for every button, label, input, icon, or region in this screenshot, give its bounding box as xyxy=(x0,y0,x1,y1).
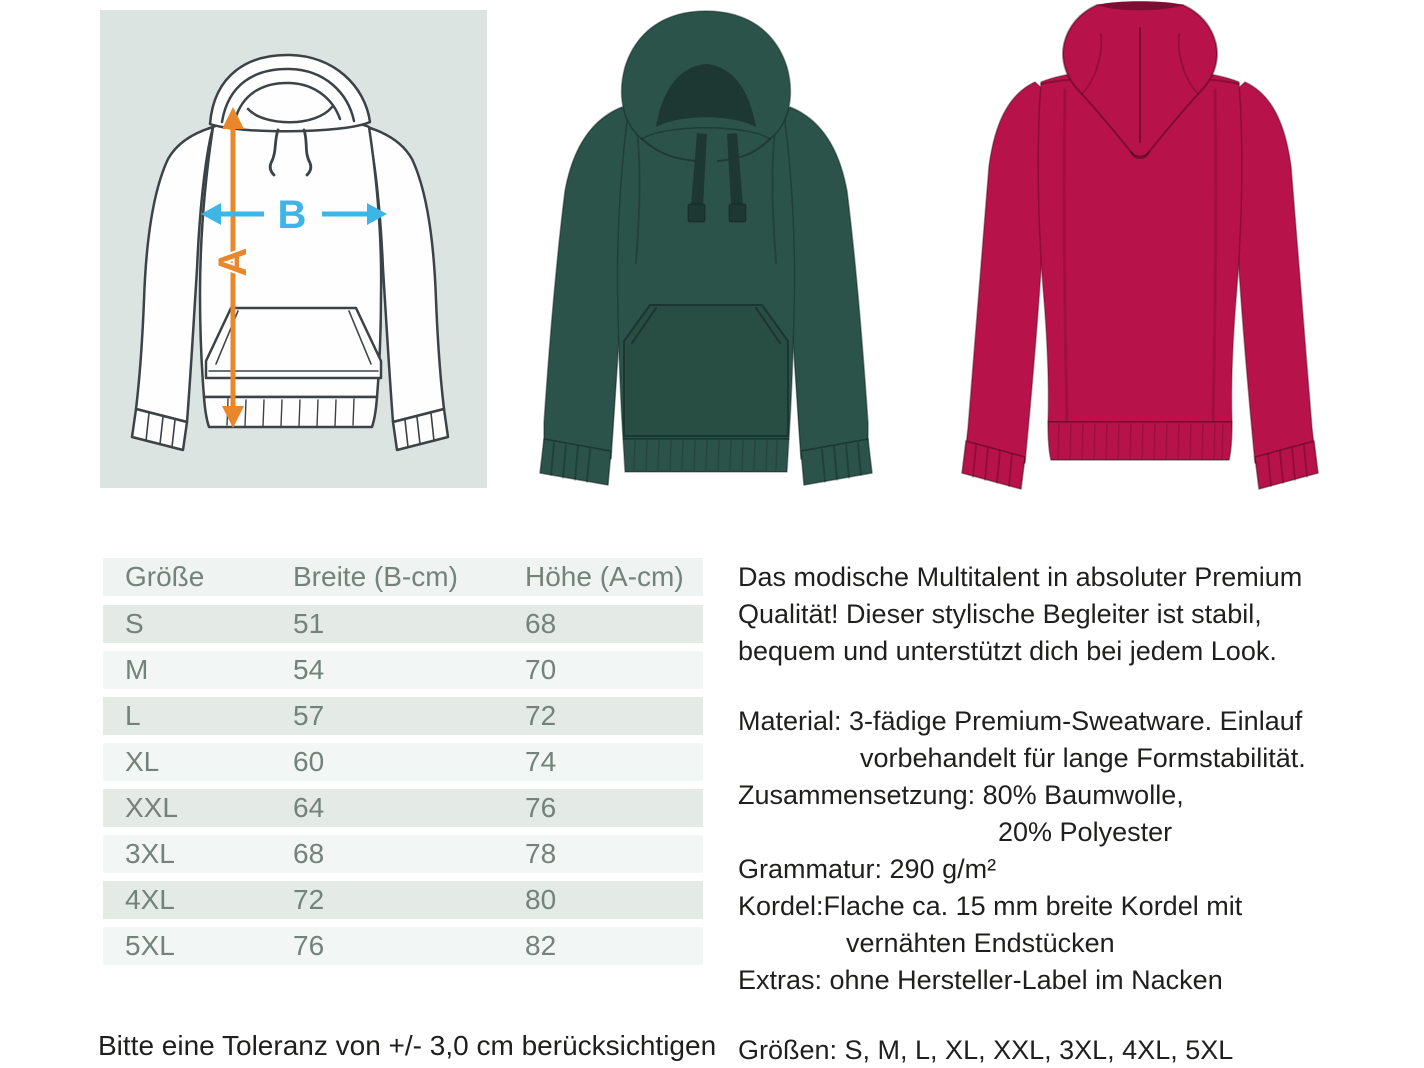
size-diagram-panel xyxy=(100,10,487,488)
height-cell: 76 xyxy=(525,792,557,823)
size-cell: 5XL xyxy=(125,930,175,961)
width-cell: 76 xyxy=(293,930,325,961)
description-line: Größen: S, M, L, XL, XXL, 3XL, 4XL, 5XL xyxy=(738,1035,1234,1065)
description-line: vernähten Endstücken xyxy=(846,928,1115,958)
size-cell: M xyxy=(125,654,149,685)
size-cell: 4XL xyxy=(125,884,175,915)
width-cell: 60 xyxy=(293,746,325,777)
description-line: Extras: ohne Hersteller-Label im Nacken xyxy=(738,965,1223,995)
size-row-5XL xyxy=(103,927,703,965)
description-line: Material: 3-fädige Premium-Sweatware. Einlauf xyxy=(738,706,1303,736)
size-cell: S xyxy=(125,608,144,639)
size-row-M xyxy=(103,651,703,689)
description-line: 20% Polyester xyxy=(998,817,1173,847)
tolerance-note: Bitte eine Toleranz von +/- 3,0 cm berücksichtigen xyxy=(98,1030,717,1061)
size-cell: XXL xyxy=(125,792,178,823)
size-cell: L xyxy=(125,700,141,731)
description-line: Das modische Multitalent in absoluter Premium xyxy=(738,562,1303,592)
column-header: Höhe (A-cm) xyxy=(525,561,684,592)
description-line: vorbehandelt für lange Formstabilität. xyxy=(860,743,1306,773)
size-row-XL xyxy=(103,743,703,781)
height-cell: 82 xyxy=(525,930,557,961)
height-cell: 74 xyxy=(525,746,557,777)
red-hoodie-back-image xyxy=(945,0,1335,490)
hoodie-outline-drawing xyxy=(132,55,448,450)
height-cell: 72 xyxy=(525,700,557,731)
width-cell: 68 xyxy=(293,838,325,869)
width-cell: 72 xyxy=(293,884,325,915)
size-chart-header-row xyxy=(103,558,703,596)
size-row-L xyxy=(103,697,703,735)
size-chart xyxy=(103,558,703,973)
size-row-4XL xyxy=(103,881,703,919)
height-cell: 70 xyxy=(525,654,557,685)
column-header: Größe xyxy=(125,561,205,592)
description-line: Grammatur: 290 g/m² xyxy=(738,854,997,884)
width-cell: 64 xyxy=(293,792,325,823)
product-photo-back-red xyxy=(945,0,1335,490)
size-row-S xyxy=(103,605,703,643)
size-chart-body xyxy=(103,605,703,965)
height-cell: 68 xyxy=(525,608,557,639)
description-line: Qualität! Dieser stylische Begleiter ist stabil, xyxy=(738,599,1262,629)
product-photo-front-green xyxy=(510,5,940,495)
column-header: Breite (B-cm) xyxy=(293,561,458,592)
size-cell: XL xyxy=(125,746,160,777)
width-cell: 54 xyxy=(293,654,325,685)
height-cell: 80 xyxy=(525,884,557,915)
height-measure-label: A xyxy=(211,247,255,277)
description-line: Kordel:Flache ca. 15 mm breite Kordel mit xyxy=(738,891,1243,921)
size-row-3XL xyxy=(103,835,703,873)
size-row-XXL xyxy=(103,789,703,827)
green-hoodie-front-image xyxy=(510,5,940,495)
description-line: bequem und unterstützt dich bei jedem Look. xyxy=(738,636,1277,666)
hoodie-measurement-diagram xyxy=(100,10,487,488)
width-cell: 51 xyxy=(293,608,325,639)
product-description xyxy=(738,559,1424,1068)
width-measure-label: B xyxy=(277,193,307,237)
size-cell: 3XL xyxy=(125,838,175,869)
description-line: Zusammensetzung: 80% Baumwolle, xyxy=(738,780,1184,810)
height-cell: 78 xyxy=(525,838,557,869)
width-cell: 57 xyxy=(293,700,325,731)
